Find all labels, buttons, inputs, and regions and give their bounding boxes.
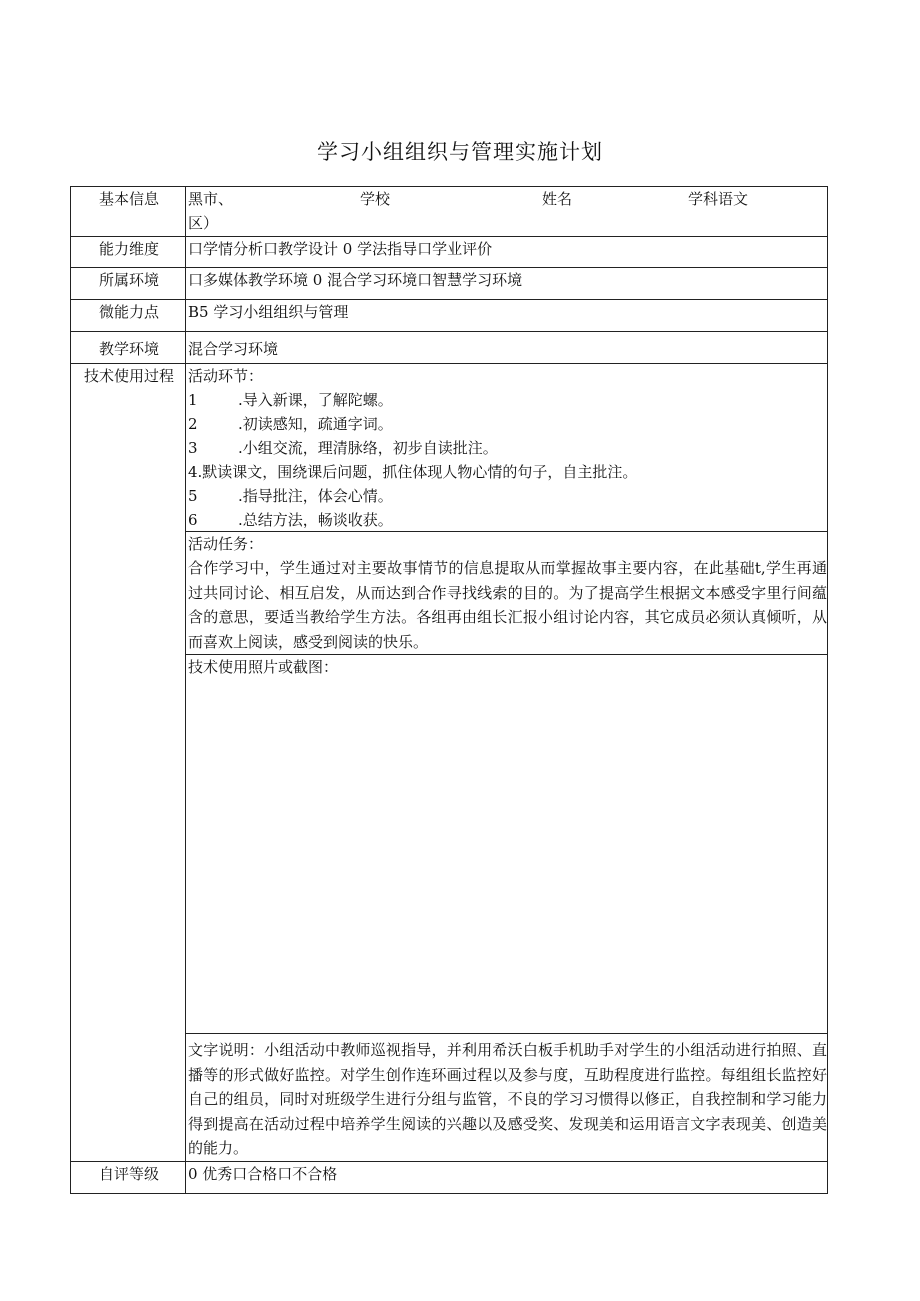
activity-item: 1 .导入新课，了解陀螺。 — [188, 391, 393, 409]
environment-row — [71, 268, 828, 300]
ability-label: 能力维度 — [71, 237, 186, 268]
photo-cell — [186, 655, 828, 1034]
task-cell — [186, 532, 828, 655]
description-cell — [186, 1034, 828, 1162]
teaching-env-value: 混合学习环境 — [186, 332, 828, 364]
self-eval-label: 自评等级 — [71, 1161, 186, 1193]
basic-info-label: 基本信息 — [71, 187, 186, 237]
photo-placeholder — [188, 679, 827, 1033]
page-title: 学习小组组织与管理实施计划 — [317, 140, 603, 164]
teaching-env-label: 教学环境 — [71, 332, 186, 364]
activities-cell — [186, 364, 828, 532]
activity-item: 6 .总结方法，畅谈收获。 — [188, 511, 393, 528]
city-field: 黑市、 — [188, 190, 234, 208]
activity-item: 4.默读课文，围绕课后问题，抓住体现人物心情的句子，自主批注。 — [188, 463, 638, 481]
photo-heading: 技术使用照片或截图： — [188, 658, 339, 676]
name-field: 姓名 — [542, 190, 573, 208]
district-field: 区） — [188, 214, 219, 232]
process-label: 技术使用过程 — [71, 364, 186, 1162]
environment-value: 口多媒体教学环境 0 混合学习环境口智慧学习环境 — [186, 268, 828, 300]
plan-table — [70, 186, 828, 1194]
basic-info-value — [186, 187, 828, 237]
activity-item: 2 .初读感知，疏通字词。 — [188, 415, 393, 433]
activities-row — [71, 364, 828, 532]
ability-value: 口学情分析口教学设计 0 学法指导口学业评价 — [186, 237, 828, 268]
micro-point-value: B5 学习小组组织与管理 — [186, 300, 828, 332]
school-field: 学校 — [360, 190, 391, 208]
task-heading: 活动任务： — [188, 535, 264, 553]
basic-info-row — [71, 187, 828, 237]
ability-row — [71, 237, 828, 268]
self-eval-value: 0 优秀口合格口不合格 — [186, 1161, 828, 1193]
description-text: 文字说明：小组活动中教师巡视指导，并利用希沃白板手机助手对学生的小组活动进行拍照、直播等的形式做好监控。对学生创作连环画过程以及参与度，互助程度进行监控。每组组长监控好自己的组员，同时对班级学生进行分组与监管，不良的学习习惯得以修正，自我控制和学习能力得到提高在活动过程中培养学生阅读的兴趣以及感受奖、发现美和运用语言文字表现美、创造美的能力。 — [188, 1041, 827, 1157]
activities-heading: 活动环节： — [188, 367, 264, 385]
self-eval-row — [71, 1161, 828, 1193]
subject-field: 学科语文 — [688, 190, 749, 208]
environment-label: 所属环境 — [71, 268, 186, 300]
activity-item: 3 .小组交流，理清脉络，初步自读批注。 — [188, 439, 498, 457]
micro-point-row — [71, 300, 828, 332]
task-text: 合作学习中，学生通过对主要故事情节的信息提取从而掌握故事主要内容，在此基础t,学生再通过共同讨论、相互启发，从而达到合作寻找线索的目的。为了提高学生根据文本感受字里行间蕴含的意思，要适当教给学生方法。各组再由组长汇报小组讨论内容，其它成员必须认真倾听，从而喜欢上阅读，感受到阅读的快乐。 — [188, 559, 827, 651]
activity-item: 5 .指导批注，体会心情。 — [188, 487, 393, 505]
teaching-env-row — [71, 332, 828, 364]
micro-point-label: 微能力点 — [71, 300, 186, 332]
